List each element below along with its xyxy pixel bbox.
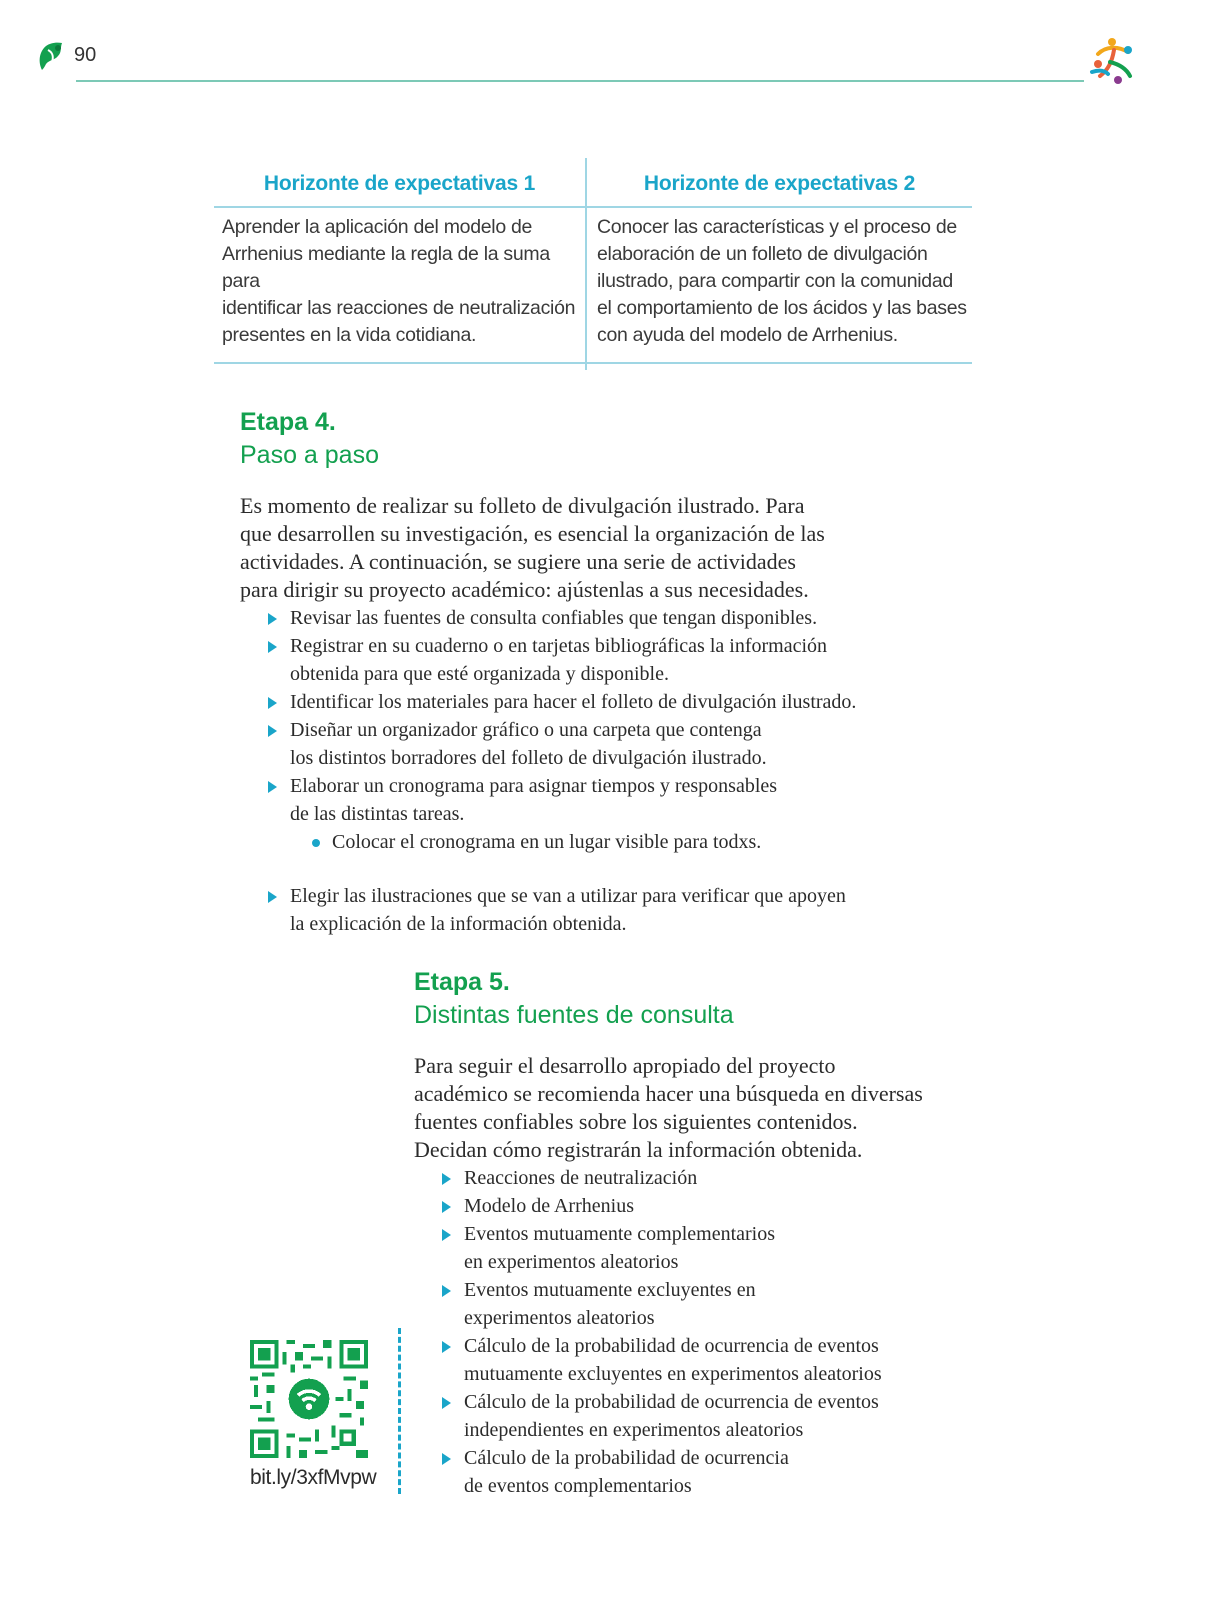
list-item: Cálculo de la probabilidad de ocurrencia de eventos mutuamente excluyentes en experimentos aleatorios — [414, 1332, 974, 1388]
triangle-bullet-icon — [268, 725, 277, 737]
list-item: Elegir las ilustraciones que se van a utilizar para verificar que apoyen la explicación de la información obtenida. — [240, 882, 920, 938]
sub-list-item: Colocar el cronograma en un lugar visible para todxs. — [240, 828, 920, 856]
stage4-subtitle: Paso a paso — [240, 441, 379, 469]
table-header-1: Horizonte de expectativas 1 — [263, 172, 536, 195]
table-header-2: Horizonte de expectativas 2 — [643, 172, 916, 195]
list-item: Eventos mutuamente excluyentes en experimentos aleatorios — [414, 1276, 974, 1332]
stage4-heading — [240, 406, 379, 472]
triangle-bullet-icon — [442, 1201, 451, 1213]
table-header-rule — [214, 206, 972, 208]
page-number: 90 — [74, 44, 97, 66]
list-item: Cálculo de la probabilidad de ocurrencia de eventos complementarios — [414, 1444, 974, 1500]
list-item: Modelo de Arrhenius — [414, 1192, 974, 1220]
list-item: Registrar en su cuaderno o en tarjetas bibliográficas la información obtenida para que esté organizada y disponible. — [240, 632, 920, 688]
triangle-bullet-icon — [268, 781, 277, 793]
list-item: Reacciones de neutralización — [414, 1164, 974, 1192]
header-rule — [76, 80, 1084, 82]
list-item: Eventos mutuamente complementarios en experimentos aleatorios — [414, 1220, 974, 1276]
stage5-intro: Para seguir el desarrollo apropiado del proyecto académico se recomienda hacer una búsqueda en diversas fuentes confiables sobre los siguientes contenidos. Decidan cómo registrarán la información obtenida. — [414, 1053, 923, 1162]
leaf-logo-icon — [36, 40, 66, 74]
stage5-heading — [414, 966, 734, 1032]
list-item: Elaborar un cronograma para asignar tiempos y responsables de las distintas tareas. — [240, 772, 920, 828]
triangle-bullet-icon — [268, 697, 277, 709]
triangle-bullet-icon — [268, 641, 277, 653]
stage4-intro: Es momento de realizar su folleto de divulgación ilustrado. Para que desarrollen su investigación, es esencial la organización de las actividades. A continuación, se sugiere una serie de actividades para dirigir su proyecto académico: ajústenlas a sus necesidades. — [240, 493, 825, 602]
triangle-bullet-icon — [442, 1285, 451, 1297]
triangle-bullet-icon — [442, 1229, 451, 1241]
stage5-subtitle: Distintas fuentes de consulta — [414, 1001, 734, 1029]
dot-bullet-icon — [312, 839, 320, 847]
dashed-divider — [398, 1328, 401, 1494]
triangle-bullet-icon — [442, 1397, 451, 1409]
qr-code-icon[interactable] — [250, 1340, 368, 1458]
triangle-bullet-icon — [442, 1341, 451, 1353]
triangle-bullet-icon — [268, 613, 277, 625]
brand-figures-icon — [1088, 36, 1140, 86]
table-cell-1: Aprender la aplicación del modelo de Arrhenius mediante la regla de la suma para identificar las reacciones de neutralización presentes en la vida cotidiana. — [222, 216, 576, 346]
expectations-table — [214, 158, 972, 370]
list-item: Diseñar un organizador gráfico o una carpeta que contenga los distintos borradores del folleto de divulgación ilustrado. — [240, 716, 920, 772]
table-cell-2: Conocer las características y el proceso de elaboración de un folleto de divulgación ilustrado, para compartir con la comunidad el comportamiento de los ácidos y las bases con ayuda del modelo de Arrhenius. — [597, 216, 967, 346]
triangle-bullet-icon — [268, 891, 277, 903]
list-item: Revisar las fuentes de consulta confiables que tengan disponibles. — [240, 604, 920, 632]
list-item: Identificar los materiales para hacer el folleto de divulgación ilustrado. — [240, 688, 920, 716]
triangle-bullet-icon — [442, 1453, 451, 1465]
stage5-list — [414, 1164, 974, 1500]
stage5-title: Etapa 5. — [414, 968, 510, 996]
table-bottom-rule — [214, 362, 972, 364]
stage4-title: Etapa 4. — [240, 408, 336, 436]
list-item: Cálculo de la probabilidad de ocurrencia de eventos independientes en experimentos aleatorios — [414, 1388, 974, 1444]
triangle-bullet-icon — [442, 1173, 451, 1185]
stage4-list — [240, 604, 920, 938]
qr-link[interactable]: bit.ly/3xfMvpw — [250, 1466, 377, 1489]
